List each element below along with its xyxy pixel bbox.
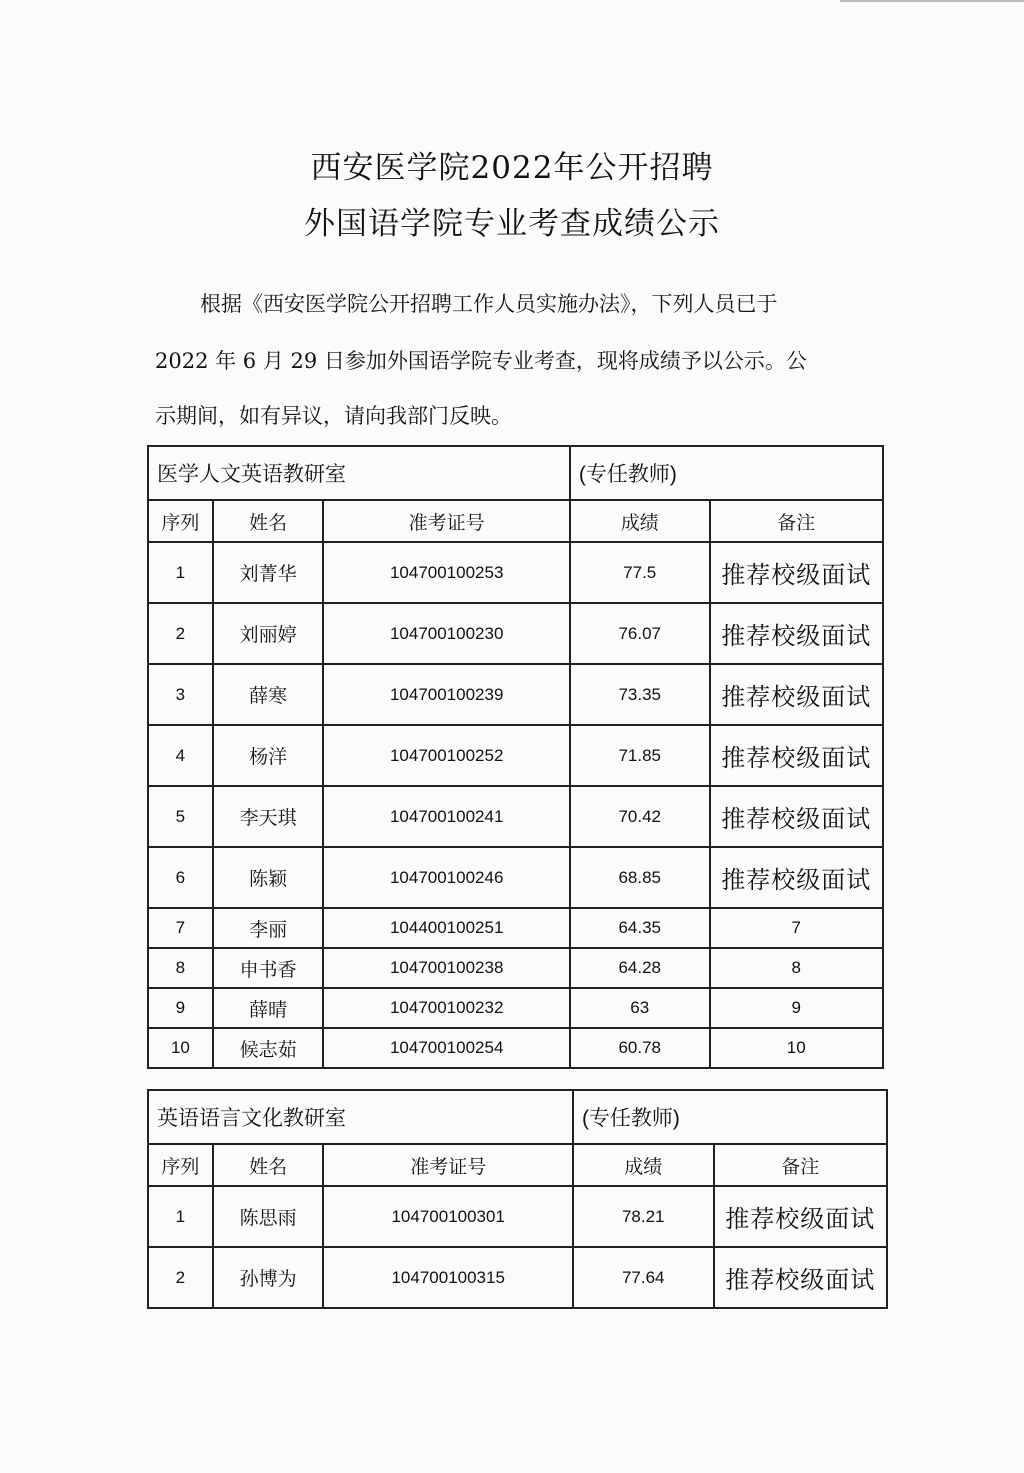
table-row xyxy=(148,1247,887,1308)
row-seq: 1 xyxy=(148,1186,213,1247)
table-row xyxy=(148,908,883,948)
row-score: 68.85 xyxy=(570,847,710,908)
row-seq: 3 xyxy=(148,664,213,725)
row-note: 8 xyxy=(710,948,883,988)
row-seq: 8 xyxy=(148,948,213,988)
row-name: 陈思雨 xyxy=(213,1186,324,1247)
row-name: 刘菁华 xyxy=(213,542,324,603)
col-header-seq: 序列 xyxy=(148,500,213,542)
column-header-row xyxy=(148,1144,887,1186)
row-seq: 2 xyxy=(148,603,213,664)
row-exam-id: 104400100251 xyxy=(323,908,569,948)
table-row xyxy=(148,1028,883,1068)
table-row xyxy=(148,603,883,664)
table-row xyxy=(148,664,883,725)
row-note: 推荐校级面试 xyxy=(710,664,883,725)
document-title-line1: 西安医学院2022年公开招聘 xyxy=(310,150,714,186)
col-header-score: 成绩 xyxy=(570,500,710,542)
row-note: 9 xyxy=(710,988,883,1028)
row-exam-id: 104700100315 xyxy=(323,1247,572,1308)
row-exam-id: 104700100301 xyxy=(323,1186,572,1247)
row-score: 77.64 xyxy=(573,1247,714,1308)
col-header-exam-id: 准考证号 xyxy=(323,1144,572,1186)
row-exam-id: 104700100241 xyxy=(323,786,569,847)
row-note: 推荐校级面试 xyxy=(710,542,883,603)
row-name: 陈颖 xyxy=(213,847,324,908)
row-seq: 6 xyxy=(148,847,213,908)
row-exam-id: 104700100238 xyxy=(323,948,569,988)
row-exam-id: 104700100254 xyxy=(323,1028,569,1068)
row-note: 10 xyxy=(710,1028,883,1068)
row-note: 推荐校级面试 xyxy=(714,1247,887,1308)
section-header-row xyxy=(148,1090,887,1144)
table-row xyxy=(148,988,883,1028)
row-score: 71.85 xyxy=(570,725,710,786)
row-score: 64.28 xyxy=(570,948,710,988)
row-seq: 9 xyxy=(148,988,213,1028)
col-header-seq: 序列 xyxy=(148,1144,213,1186)
row-exam-id: 104700100252 xyxy=(323,725,569,786)
row-score: 64.35 xyxy=(570,908,710,948)
row-name: 申书香 xyxy=(213,948,324,988)
row-name: 薛寒 xyxy=(213,664,324,725)
position-type: (专任教师) xyxy=(573,1090,887,1144)
results-table-section-2 xyxy=(147,1089,888,1309)
row-score: 73.35 xyxy=(570,664,710,725)
position-type: (专任教师) xyxy=(570,446,883,500)
row-exam-id: 104700100239 xyxy=(323,664,569,725)
table-row xyxy=(148,1186,887,1247)
table-row xyxy=(148,786,883,847)
intro-paragraph-line1: 根据《西安医学院公开招聘工作人员实施办法》，下列人员已于 xyxy=(200,292,778,316)
row-seq: 10 xyxy=(148,1028,213,1068)
scan-edge-line xyxy=(840,0,1024,2)
col-header-name: 姓名 xyxy=(213,1144,324,1186)
col-header-score: 成绩 xyxy=(573,1144,714,1186)
col-header-note: 备注 xyxy=(710,500,883,542)
row-score: 78.21 xyxy=(573,1186,714,1247)
table-row xyxy=(148,725,883,786)
table-row xyxy=(148,542,883,603)
row-note: 推荐校级面试 xyxy=(714,1186,887,1247)
row-seq: 1 xyxy=(148,542,213,603)
table-row xyxy=(148,948,883,988)
row-seq: 5 xyxy=(148,786,213,847)
results-table-section-1 xyxy=(147,445,884,1069)
row-note: 推荐校级面试 xyxy=(710,725,883,786)
row-name: 刘丽婷 xyxy=(213,603,324,664)
row-note: 推荐校级面试 xyxy=(710,603,883,664)
row-exam-id: 104700100246 xyxy=(323,847,569,908)
row-score: 70.42 xyxy=(570,786,710,847)
row-seq: 2 xyxy=(148,1247,213,1308)
row-score: 76.07 xyxy=(570,603,710,664)
row-name: 孙博为 xyxy=(213,1247,324,1308)
row-score: 63 xyxy=(570,988,710,1028)
row-note: 推荐校级面试 xyxy=(710,847,883,908)
col-header-exam-id: 准考证号 xyxy=(323,500,569,542)
row-name: 候志茹 xyxy=(213,1028,324,1068)
section-header-row xyxy=(148,446,883,500)
department-name: 英语语言文化教研室 xyxy=(148,1090,573,1144)
row-note: 推荐校级面试 xyxy=(710,786,883,847)
row-seq: 7 xyxy=(148,908,213,948)
intro-paragraph-line2: 2022 年 6 月 29 日参加外国语学院专业考查，现将成绩予以公示。公 xyxy=(155,349,807,373)
col-header-name: 姓名 xyxy=(213,500,324,542)
row-seq: 4 xyxy=(148,725,213,786)
row-name: 李丽 xyxy=(213,908,324,948)
department-name: 医学人文英语教研室 xyxy=(148,446,570,500)
row-name: 杨洋 xyxy=(213,725,324,786)
intro-paragraph-line3: 示期间，如有异议，请向我部门反映。 xyxy=(155,404,512,428)
document-title-line2: 外国语学院专业考查成绩公示 xyxy=(304,206,720,242)
column-header-row xyxy=(148,500,883,542)
col-header-note: 备注 xyxy=(714,1144,887,1186)
row-score: 60.78 xyxy=(570,1028,710,1068)
row-name: 李天琪 xyxy=(213,786,324,847)
row-exam-id: 104700100230 xyxy=(323,603,569,664)
row-score: 77.5 xyxy=(570,542,710,603)
row-name: 薛晴 xyxy=(213,988,324,1028)
row-exam-id: 104700100253 xyxy=(323,542,569,603)
row-exam-id: 104700100232 xyxy=(323,988,569,1028)
table-row xyxy=(148,847,883,908)
row-note: 7 xyxy=(710,908,883,948)
